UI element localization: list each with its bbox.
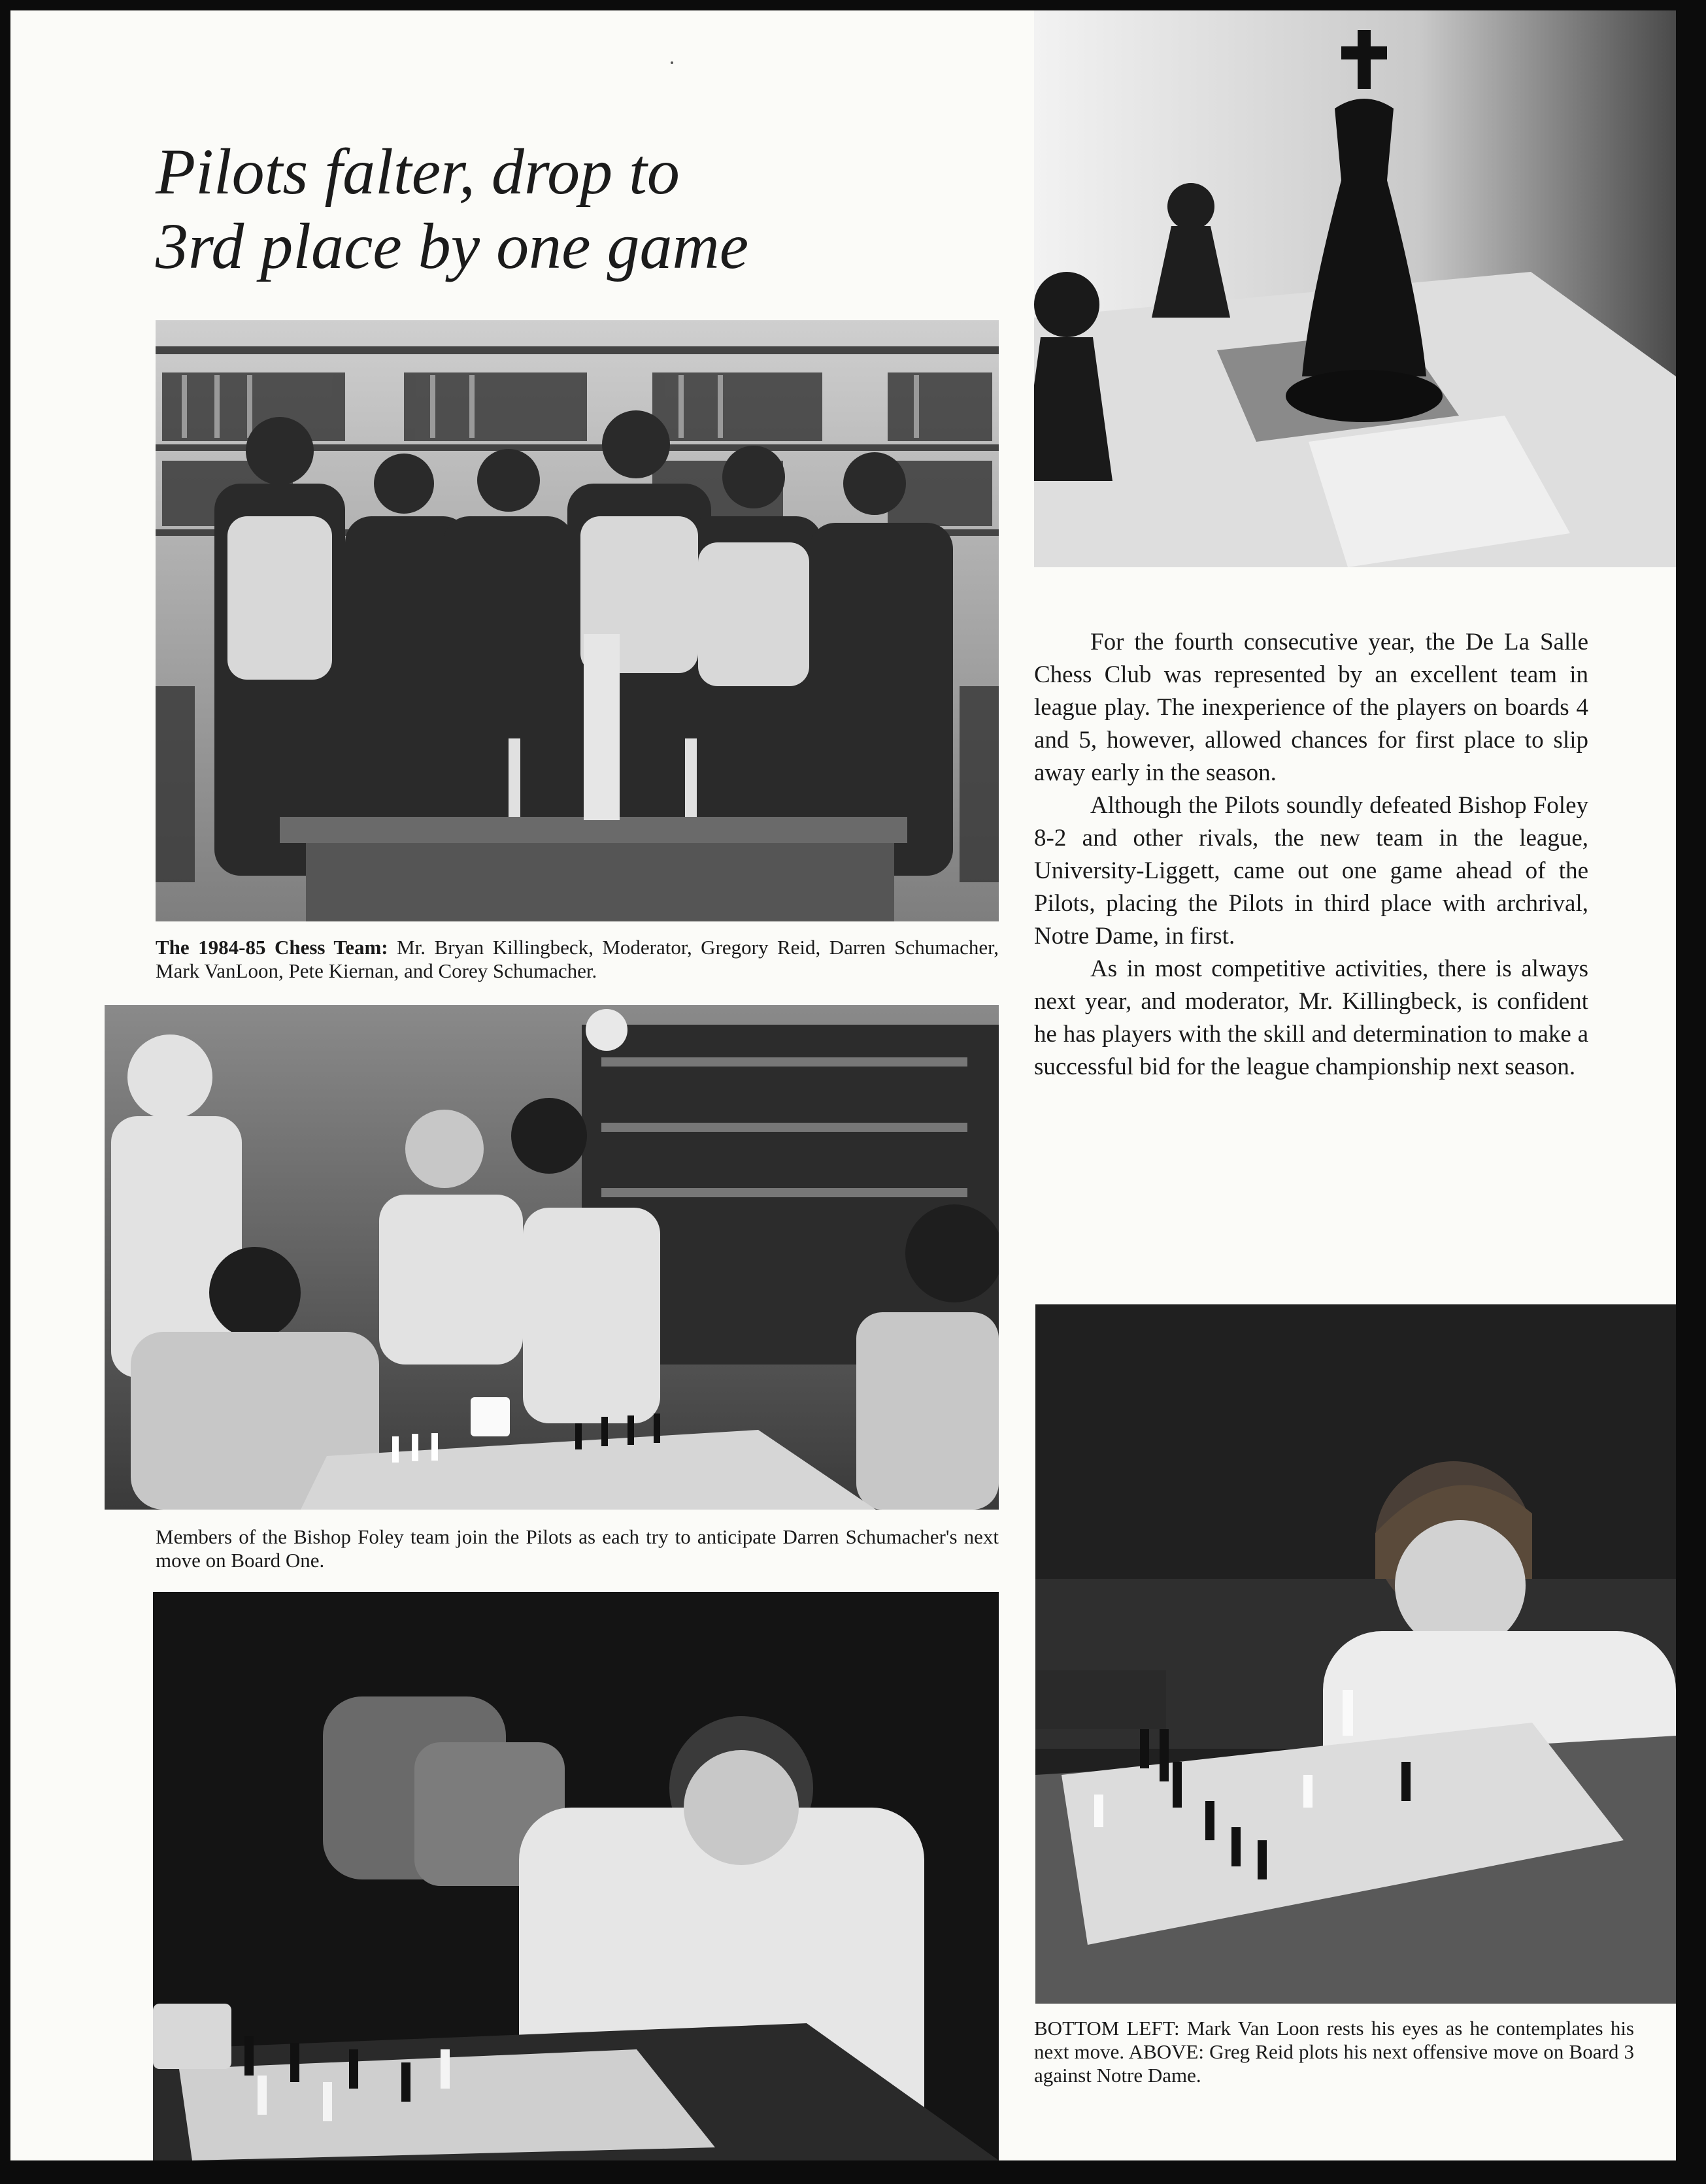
headline: Pilots falter, drop to 3rd place by one game — [156, 135, 749, 282]
mark-van-loon-photo-image — [153, 1592, 999, 2160]
article-paragraph: For the fourth consecutive year, the De La Salle Chess Club was represented by an excellent team in league play. The inexperience of the players on boards 4 and 5, however, allowed chances for first place to slip away early in the season. — [1034, 629, 1588, 786]
team-caption-text: Mr. Bryan Killingbeck, Moderator, Gregory Reid, Darren Schumacher, Mark VanLoon, Pete Kiernan, and Corey Schumacher. — [156, 936, 999, 982]
bishop-foley-photo — [105, 1005, 999, 1510]
chess-king-photo-image — [1034, 10, 1676, 567]
yearbook-page — [10, 10, 1676, 2160]
greg-reid-photo — [1035, 1304, 1676, 2004]
article-body — [1034, 626, 1588, 1084]
page-speck — [671, 61, 673, 64]
team-photo-image — [156, 320, 999, 921]
article-paragraph: As in most competitive activities, there is always next year, and moderator, Mr. Killingbeck, is confident he has players with the skill and determination to make a successful bid for the league championship next season. — [1034, 955, 1588, 1080]
team-caption-label: The 1984-85 Chess Team: — [156, 936, 388, 959]
article-paragraph: Although the Pilots soundly defeated Bishop Foley 8-2 and other rivals, the new team in the league, University-Liggett, came out one game ahead of the Pilots, placing the Pilots in third place with archrival, Notre Dame, in first. — [1034, 792, 1588, 950]
team-caption — [156, 936, 999, 983]
bottom-right-caption: BOTTOM LEFT: Mark Van Loon rests his eyes as he contemplates his next move. ABOVE: Greg Reid plots his next offensive move on Board 3 against Notre Dame. — [1034, 2017, 1634, 2087]
chess-king-photo — [1034, 10, 1676, 567]
greg-reid-photo-image — [1035, 1304, 1676, 2004]
bishop-foley-caption: Members of the Bishop Foley team join the Pilots as each try to anticipate Darren Schumacher's next move on Board One. — [156, 1525, 999, 1572]
bishop-foley-photo-image — [105, 1005, 999, 1510]
team-photo — [156, 320, 999, 921]
mark-van-loon-photo — [153, 1592, 999, 2160]
